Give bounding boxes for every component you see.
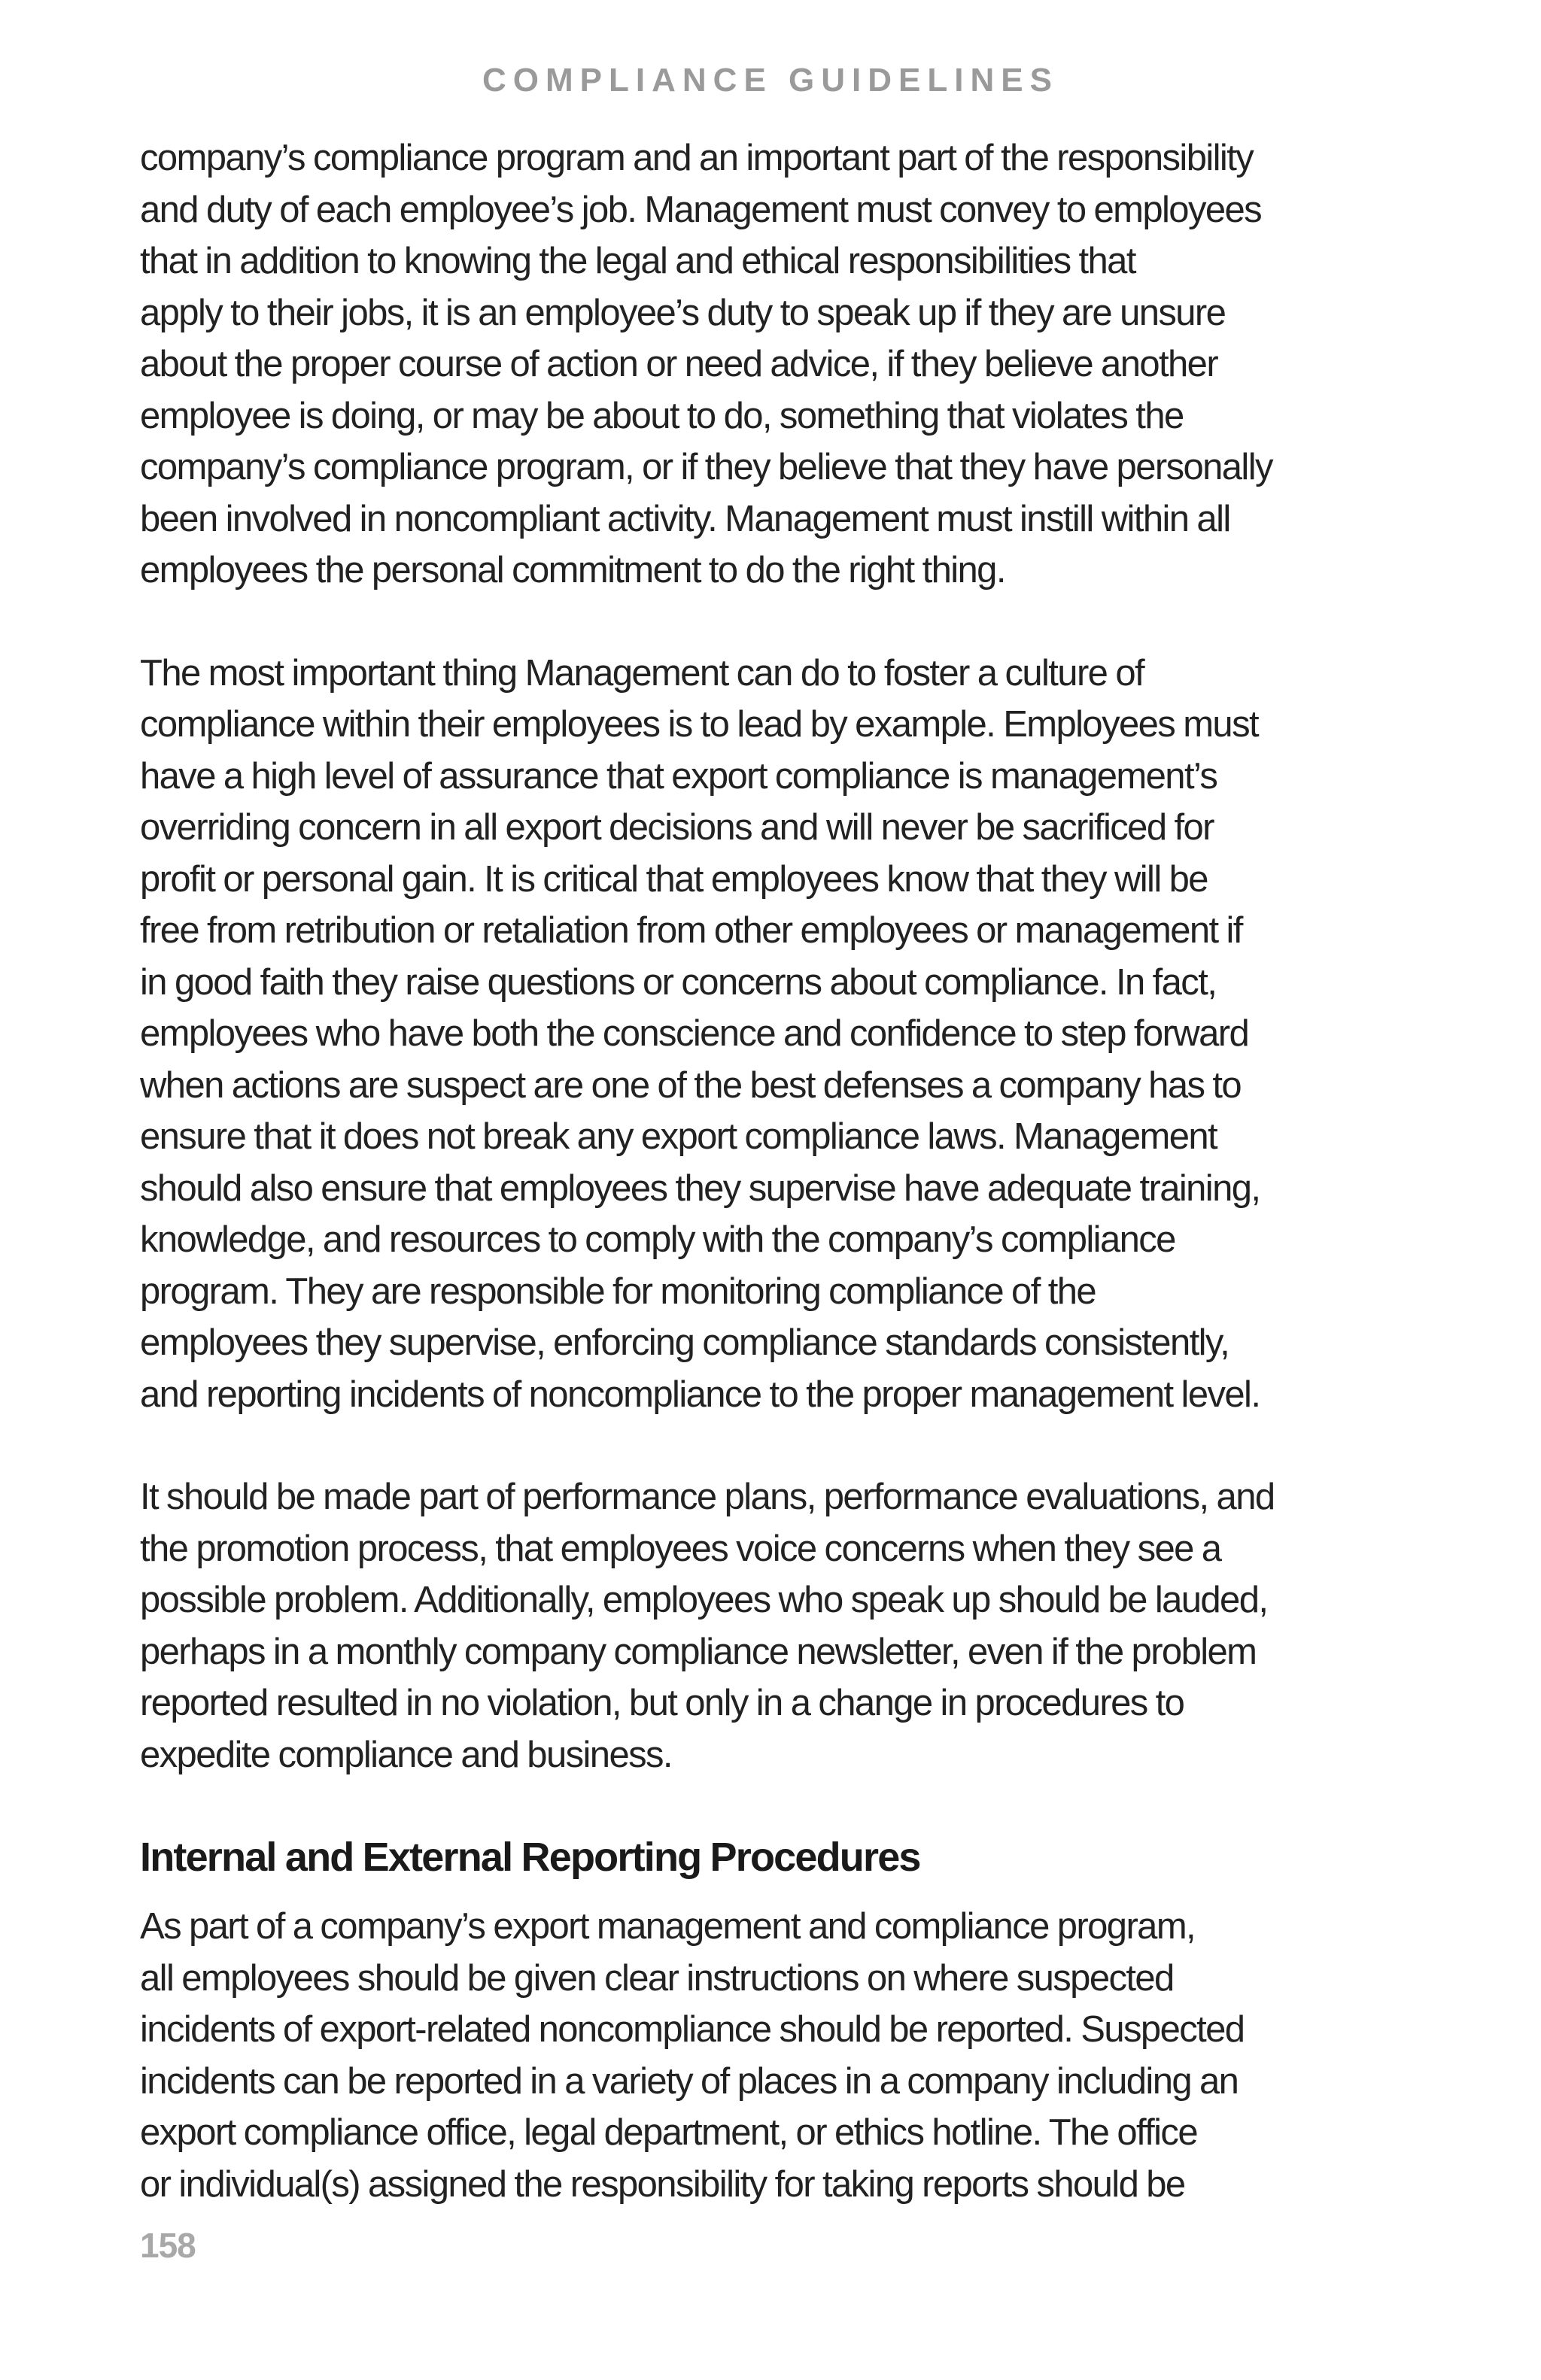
paragraph-2 [140,648,1419,1421]
text-line: compliance within their employees is to lead by example. Employees must [140,704,1258,745]
text-line: company’s compliance program and an important part of the responsibility [140,138,1254,178]
text-line: The most important thing Management can do to foster a culture of [140,652,1144,694]
text-line: employees they supervise, enforcing compliance standards consistently, [140,1322,1229,1363]
text-line: ensure that it does not break any export compliance laws. Management [140,1116,1217,1157]
paragraph-3 [140,1471,1419,1780]
text-line: all employees should be given clear instructions on where suspected [140,1957,1174,1999]
text-line: company’s compliance program, or if they believe that they have personally [140,447,1272,487]
text-line: and duty of each employee’s job. Management must convey to employees [140,189,1262,230]
text-line: and reporting incidents of noncompliance to the proper management level. [140,1374,1260,1415]
text-line: free from retribution or retaliation from other employees or management if [140,910,1242,951]
section-heading: Internal and External Reporting Procedures [140,1835,920,1880]
text-line: It should be made part of performance plans, performance evaluations, and [140,1477,1275,1517]
text-line: employee is doing, or may be about to do, something that violates the [140,395,1184,436]
running-header: COMPLIANCE GUIDELINES [482,62,1059,99]
paragraph-4 [140,1901,1419,2210]
text-line: As part of a company’s export management and compliance program, [140,1906,1196,1947]
text-line: about the proper course of action or need advice, if they believe another [140,344,1218,384]
text-line: expedite compliance and business. [140,1734,672,1775]
text-line: apply to their jobs, it is an employee’s duty to speak up if they are unsure [140,292,1226,333]
text-line: incidents of export-related noncompliance should be reported. Suspected [140,2009,1245,2050]
paragraph-1 [140,132,1419,597]
text-line: in good faith they raise questions or concerns about compliance. In fact, [140,961,1217,1003]
text-line: employees who have both the conscience and confidence to step forward [140,1013,1249,1054]
text-line: perhaps in a monthly company compliance newsletter, even if the problem [140,1631,1257,1672]
text-line: have a high level of assurance that export compliance is management’s [140,755,1217,797]
text-line: or individual(s) assigned the responsibility for taking reports should be [140,2163,1185,2205]
text-line: when actions are suspect are one of the best defenses a company has to [140,1064,1242,1106]
text-line: employees the personal commitment to do the right thing. [140,550,1005,590]
text-line: program. They are responsible for monitoring compliance of the [140,1270,1096,1312]
text-line: that in addition to knowing the legal and ethical responsibilities that [140,241,1135,281]
text-line: been involved in noncompliant activity. Management must instill within all [140,498,1230,539]
text-line: incidents can be reported in a variety of places in a company including an [140,2060,1239,2102]
text-line: profit or personal gain. It is critical that employees know that they will be [140,858,1208,900]
text-line: should also ensure that employees they supervise have adequate training, [140,1167,1260,1209]
text-line: overriding concern in all export decisions and will never be sacrificed for [140,807,1214,848]
text-line: knowledge, and resources to comply with the company’s compliance [140,1219,1175,1260]
text-line: possible problem. Additionally, employees who speak up should be lauded, [140,1580,1268,1620]
text-line: reported resulted in no violation, but only in a change in procedures to [140,1683,1184,1723]
page-number: 158 [140,2226,196,2265]
text-line: the promotion process, that employees voice concerns when they see a [140,1528,1221,1569]
text-line: export compliance office, legal department, or ethics hotline. The office [140,2112,1197,2153]
body-text [140,132,1419,2210]
